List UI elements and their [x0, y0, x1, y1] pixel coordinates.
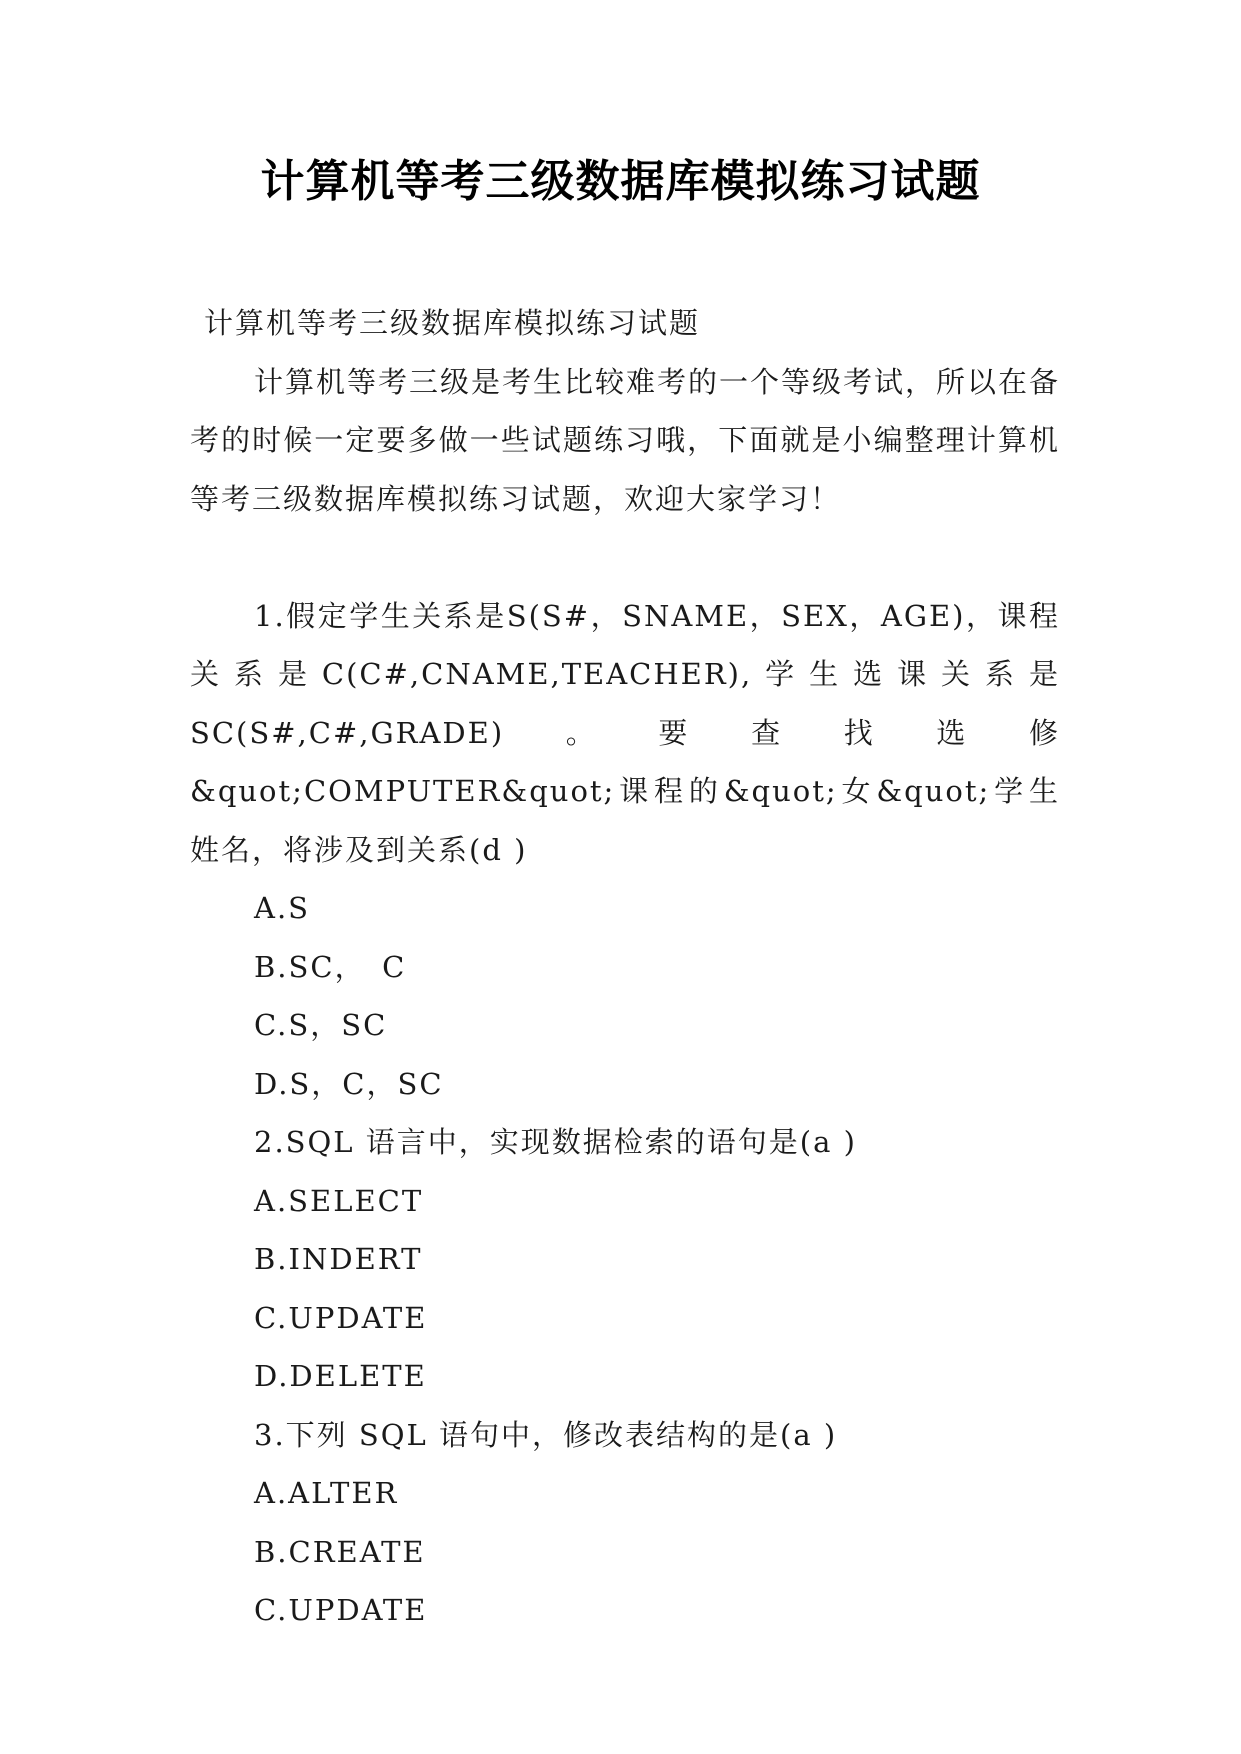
question-3-text: 3.下列 SQL 语句中，修改表结构的是(a ) [254, 1417, 838, 1452]
document-subtitle: 计算机等考三级数据库模拟练习试题 [204, 306, 701, 340]
document-title: 计算机等考三级数据库模拟练习试题 [260, 156, 981, 207]
question-2-option-d: D.DELETE [254, 1359, 427, 1393]
question-1-option-a: A.S [254, 891, 311, 925]
question-1-option-d: D.S，C，SC [254, 1066, 444, 1101]
question-2-option-c: C.UPDATE [254, 1300, 428, 1335]
question-3-option-a: A.ALTER [254, 1476, 399, 1510]
paragraph-gap [190, 528, 1060, 587]
question-3-option-c: C.UPDATE [254, 1593, 428, 1627]
question-1-option-c: C.S，SC [254, 1008, 388, 1042]
question-2-option-b: B.INDERT [254, 1242, 423, 1276]
question-2-option-a: A.SELECT [254, 1183, 424, 1218]
question-2-text: 2.SQL 语言中，实现数据检索的语句是(a ) [254, 1125, 857, 1159]
intro-paragraph: 计算机等考三级是考生比较难考的一个等级考试，所以在备考的时候一定要多做一些试题练习哦，下面就是小编整理计算机等考三级数据库模拟练习试题，欢迎大家学习！ [190, 364, 1061, 516]
question-1-text: 1.假定学生关系是S(S#，SNAME，SEX，AGE)，课程关系是C(C#,CNAME,TEACHER),学生选课关系是SC(S#,C#,GRADE)。要查找选修 &quot;COMPUTER&quot;课程的&quot;女&quot;学生姓名，将涉及到关系(d ) [190, 598, 1060, 867]
document-body [190, 294, 1060, 1640]
question-3-option-b: B.CREATE [254, 1534, 426, 1569]
question-1-option-b: B.SC， C [254, 949, 407, 984]
